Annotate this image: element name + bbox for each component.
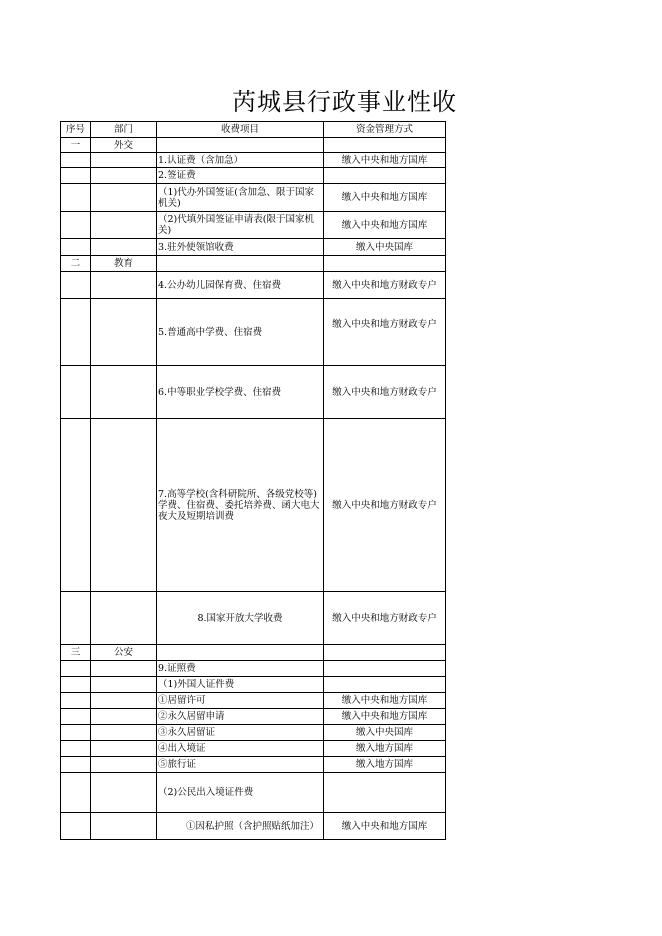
table-row bbox=[61, 272, 446, 299]
row-seq: 二 bbox=[61, 256, 91, 272]
row-method: 缴入中央国库 bbox=[324, 239, 446, 256]
row-method bbox=[324, 138, 446, 153]
row-seq bbox=[61, 677, 91, 693]
row-item: ①因私护照（含护照贴纸加注） bbox=[157, 813, 324, 840]
row-dept bbox=[91, 813, 157, 840]
row-item: 6.中等职业学校学费、住宿费 bbox=[157, 366, 324, 419]
row-item: 5.普通高中学费、住宿费 bbox=[157, 299, 324, 366]
table-row bbox=[61, 212, 446, 239]
row-dept bbox=[91, 419, 157, 592]
row-dept bbox=[91, 299, 157, 366]
row-item: （2)代填外国签证申请表(限于国家机关) bbox=[157, 212, 324, 239]
row-dept bbox=[91, 168, 157, 184]
table-row bbox=[61, 168, 446, 184]
row-method: 缴入中央和地方国库 bbox=[324, 693, 446, 709]
row-seq bbox=[61, 153, 91, 168]
table-row bbox=[61, 256, 446, 272]
row-item: 7.高等学校(含科研院所、各级党校等)学费、住宿费、委托培养费、函大电大夜大及短期培训费 bbox=[157, 419, 324, 592]
row-seq bbox=[61, 741, 91, 757]
row-item: ⑤旅行证 bbox=[157, 757, 324, 773]
row-method bbox=[324, 168, 446, 184]
table-row bbox=[61, 677, 446, 693]
row-method: 缴入中央和地方财政专户 bbox=[324, 366, 446, 419]
table-row bbox=[61, 366, 446, 419]
row-item: （1)外国人证件费 bbox=[157, 677, 324, 693]
row-seq bbox=[61, 813, 91, 840]
row-dept bbox=[91, 366, 157, 419]
table-row bbox=[61, 419, 446, 592]
row-dept bbox=[91, 184, 157, 212]
row-seq bbox=[61, 419, 91, 592]
table-row bbox=[61, 184, 446, 212]
table-row bbox=[61, 757, 446, 773]
row-method bbox=[324, 645, 446, 661]
row-dept: 教育 bbox=[91, 256, 157, 272]
table-row bbox=[61, 153, 446, 168]
row-method: 缴入中央和地方财政专户 bbox=[324, 272, 446, 299]
row-dept bbox=[91, 709, 157, 725]
row-seq: 三 bbox=[61, 645, 91, 661]
row-seq bbox=[61, 725, 91, 741]
table-row bbox=[61, 813, 446, 840]
row-dept bbox=[91, 773, 157, 813]
table-row bbox=[61, 773, 446, 813]
row-dept bbox=[91, 741, 157, 757]
table-row bbox=[61, 239, 446, 256]
row-method: 缴入地方国库 bbox=[324, 757, 446, 773]
row-method bbox=[324, 256, 446, 272]
table-row bbox=[61, 725, 446, 741]
table-row bbox=[61, 693, 446, 709]
row-method: 缴入中央和地方国库 bbox=[324, 709, 446, 725]
row-item: （1)代办外国签证(含加急、限于国家机关) bbox=[157, 184, 324, 212]
row-item bbox=[157, 256, 324, 272]
row-seq bbox=[61, 757, 91, 773]
row-seq bbox=[61, 299, 91, 366]
row-seq bbox=[61, 366, 91, 419]
row-item: ②永久居留申请 bbox=[157, 709, 324, 725]
table-row bbox=[61, 592, 446, 645]
row-item: 9.证照费 bbox=[157, 661, 324, 677]
row-item: 2.签证费 bbox=[157, 168, 324, 184]
row-seq bbox=[61, 212, 91, 239]
row-item bbox=[157, 138, 324, 153]
row-method: 缴入中央和地方财政专户 bbox=[324, 592, 446, 645]
row-item: 8.国家开放大学收费 bbox=[157, 592, 324, 645]
row-dept bbox=[91, 272, 157, 299]
row-seq bbox=[61, 693, 91, 709]
row-dept bbox=[91, 693, 157, 709]
row-dept bbox=[91, 725, 157, 741]
row-dept bbox=[91, 239, 157, 256]
row-seq bbox=[61, 773, 91, 813]
table-row bbox=[61, 709, 446, 725]
table-row bbox=[61, 741, 446, 757]
header-dept: 部门 bbox=[91, 122, 157, 138]
row-seq bbox=[61, 239, 91, 256]
row-method: 缴入中央和地方国库 bbox=[324, 813, 446, 840]
row-method bbox=[324, 661, 446, 677]
row-seq bbox=[61, 168, 91, 184]
row-item: 3.驻外使领馆收费 bbox=[157, 239, 324, 256]
row-seq bbox=[61, 592, 91, 645]
row-dept bbox=[91, 212, 157, 239]
row-seq bbox=[61, 661, 91, 677]
row-method: 缴入中央和地方国库 bbox=[324, 212, 446, 239]
header-seq: 序号 bbox=[61, 122, 91, 138]
header-method: 资金管理方式 bbox=[324, 122, 446, 138]
table-row bbox=[61, 138, 446, 153]
row-seq bbox=[61, 184, 91, 212]
row-method: 缴入中央和地方国库 bbox=[324, 184, 446, 212]
row-method: 缴入中央和地方财政专户 bbox=[324, 299, 446, 366]
row-item bbox=[157, 645, 324, 661]
row-dept bbox=[91, 153, 157, 168]
row-item: ①居留许可 bbox=[157, 693, 324, 709]
header-item: 收费项目 bbox=[157, 122, 324, 138]
row-item: ③永久居留证 bbox=[157, 725, 324, 741]
row-seq bbox=[61, 709, 91, 725]
row-dept bbox=[91, 757, 157, 773]
fee-table bbox=[60, 121, 446, 840]
row-dept: 公安 bbox=[91, 645, 157, 661]
table-row bbox=[61, 645, 446, 661]
row-item: ④出入境证 bbox=[157, 741, 324, 757]
row-dept bbox=[91, 592, 157, 645]
table-header-row bbox=[61, 122, 446, 138]
table-row bbox=[61, 661, 446, 677]
row-dept bbox=[91, 677, 157, 693]
row-method bbox=[324, 677, 446, 693]
row-method bbox=[324, 773, 446, 813]
row-item: 1.认证费（含加急） bbox=[157, 153, 324, 168]
row-method: 缴入中央国库 bbox=[324, 725, 446, 741]
row-method: 缴入中央和地方国库 bbox=[324, 153, 446, 168]
row-method: 缴入中央和地方财政专户 bbox=[324, 419, 446, 592]
row-seq bbox=[61, 272, 91, 299]
page-title: 芮城县行政事业性收 bbox=[232, 88, 457, 116]
row-dept bbox=[91, 661, 157, 677]
row-method: 缴入地方国库 bbox=[324, 741, 446, 757]
row-dept: 外交 bbox=[91, 138, 157, 153]
table-row bbox=[61, 299, 446, 366]
row-seq: 一 bbox=[61, 138, 91, 153]
row-item: （2)公民出入境证件费 bbox=[157, 773, 324, 813]
row-item: 4.公办幼儿园保育费、住宿费 bbox=[157, 272, 324, 299]
